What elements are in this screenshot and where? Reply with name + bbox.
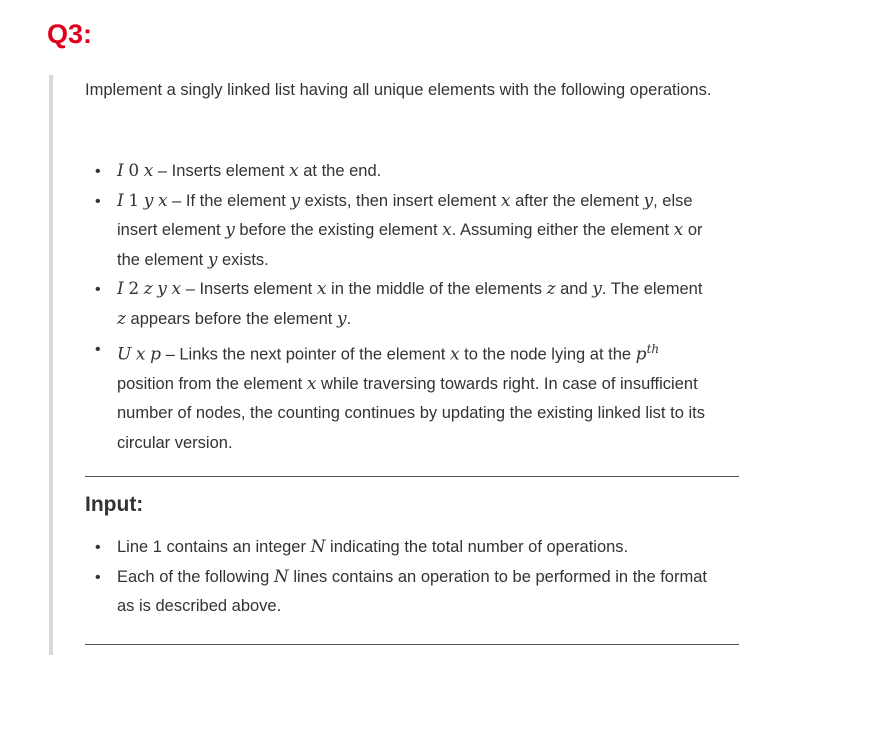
- question-label: Q3:: [47, 19, 93, 49]
- bullet-icon: •: [95, 163, 101, 180]
- operation-item: • U x p – Links the next pointer of the element x to the node lying at the $p^{th}$ position from the element x while traversing towards right. In case of insufficient number of nodes, the counting continues by updating the existing linked list to its circular version.: [85, 335, 715, 459]
- bullet-icon: •: [95, 281, 101, 299]
- bullet-icon: •: [95, 192, 101, 210]
- problem-intro: Implement a singly linked list having all unique elements with the following operations.: [85, 81, 712, 99]
- operation-item: • I 2 z y x – Inserts element x in the middle of the elements z and y. The element z appears before the element y.: [85, 275, 715, 334]
- bullet-icon: •: [95, 340, 101, 358]
- bullet-icon: •: [95, 539, 101, 556]
- bullet-icon: •: [95, 568, 101, 586]
- section-divider: [85, 644, 739, 645]
- input-item: • Each of the following N lines contains an operation to be performed in the format as is described above.: [85, 563, 715, 622]
- operations-list: [85, 157, 715, 458]
- problem-panel: [49, 75, 749, 655]
- section-divider: [85, 476, 739, 477]
- input-heading: Input:: [85, 493, 144, 516]
- input-list: [85, 533, 715, 622]
- operation-item: • I 1 y x – If the element y exists, then insert element x after the element y, else insert element y before the existing element x. Assuming either the element x or the element y exists.: [85, 187, 715, 276]
- input-item: • Line 1 contains an integer N indicating the total number of operations.: [85, 533, 715, 563]
- operation-item: • I 0 x – Inserts element x at the end.: [85, 157, 715, 187]
